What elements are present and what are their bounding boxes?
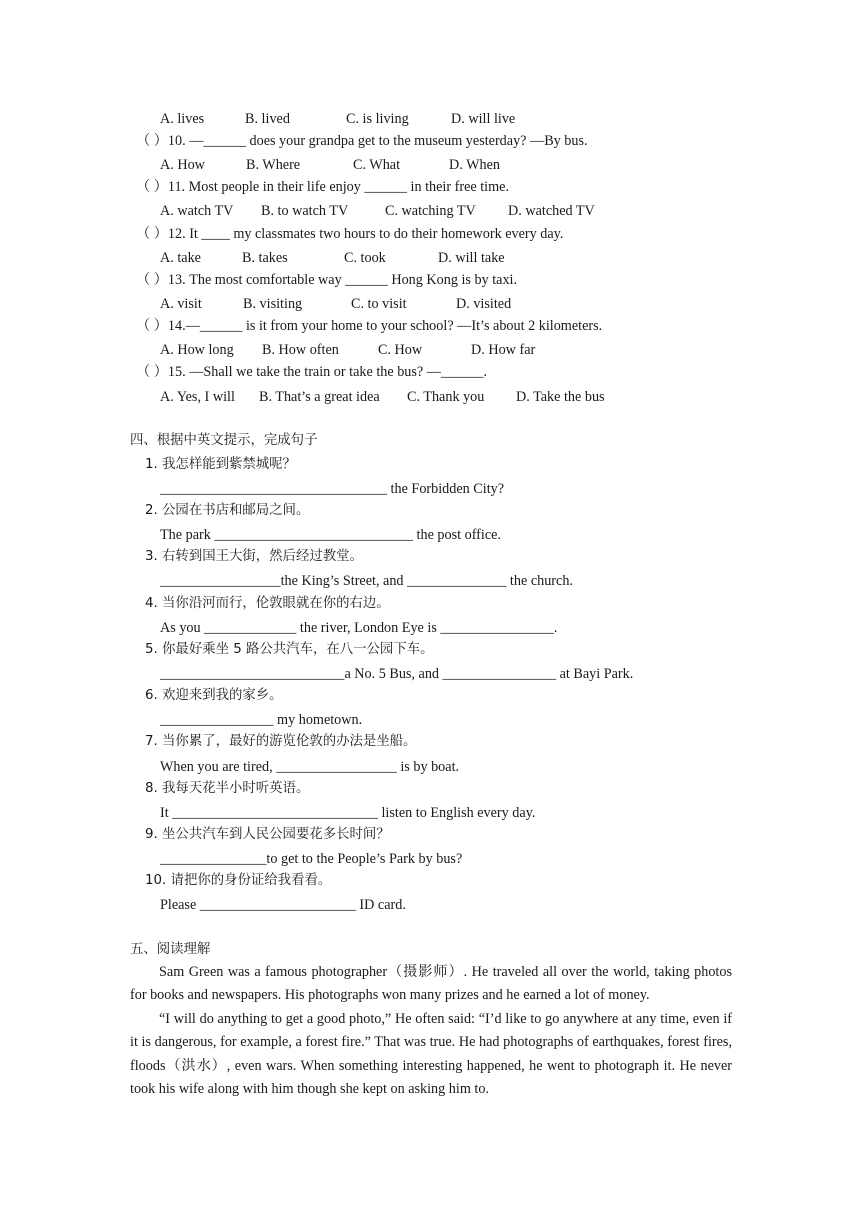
english-blank-line: The park ____________________________ the post office.: [160, 527, 501, 543]
option: B. to watch TV: [261, 203, 349, 219]
question-text: （ ）13. The most comfortable way ______ Hong Kong is by taxi.: [136, 272, 518, 288]
english-blank-line: When you are tired, _________________ is by boat.: [160, 759, 460, 775]
english-blank-line: _______________to get to the People’s Park by bus?: [160, 851, 463, 867]
option: D. visited: [456, 296, 512, 312]
option: D. will live: [451, 111, 516, 127]
option: D. Take the bus: [516, 389, 605, 405]
question-text: （ ）15. —Shall we take the train or take the bus? —______.: [136, 364, 488, 380]
chinese-prompt: 1. 我怎样能到紫禁城呢？: [145, 457, 296, 472]
option: D. will take: [438, 250, 505, 266]
question-text: （ ）14.—______ is it from your home to your school? —It’s about 2 kilometers.: [136, 318, 603, 334]
english-blank-line: It _____________________________ listen to English every day.: [160, 805, 536, 821]
english-blank-line: ________________ my hometown.: [160, 712, 363, 728]
chinese-prompt: 3. 右转到国王大街，然后经过教堂。: [145, 549, 363, 564]
english-blank-line: ________________________________ the Forbidden City?: [160, 481, 505, 497]
english-blank-line: _________________the King’s Street, and ______________ the church.: [160, 573, 573, 589]
chinese-prompt: 5. 你最好乘坐 5 路公共汽车，在八一公园下车。: [145, 642, 434, 657]
option: D. When: [449, 157, 500, 173]
option: C. is living: [346, 111, 409, 127]
chinese-prompt: 8. 我每天花半小时听英语。: [145, 781, 310, 796]
option: D. How far: [471, 342, 536, 358]
chinese-prompt: 6. 欢迎来到我的家乡。: [145, 688, 283, 703]
option: A. lives: [160, 111, 205, 127]
option: B. takes: [242, 250, 288, 266]
chinese-prompt: 2. 公园在书店和邮局之间。: [145, 503, 310, 518]
option: B. Where: [246, 157, 301, 173]
option: C. How: [378, 342, 423, 358]
reading-paragraph: Sam Green was a famous photographer（摄影师）. He traveled all over the world, taking photos for books and newspapers. His photographs won many prizes and he earned a lot of money.: [130, 964, 732, 1004]
chinese-prompt: 10. 请把你的身份证给我看看。: [145, 873, 332, 888]
section-heading: 四、根据中英文提示，完成句子: [130, 433, 318, 448]
option: A. Yes, I will: [160, 389, 235, 405]
english-blank-line: __________________________a No. 5 Bus, and ________________ at Bayi Park.: [160, 666, 634, 682]
reading-paragraph: “I will do anything to get a good photo,” He often said: “I’d like to go anywhere at any time, even if it is dangerous, for example, a forest fire.” That was true. He had photographs of earthquakes, forest fires, floods（洪水）, even wars. When something interesting happened, he went to photograph it. He never took his wife along with him though she kept on asking him to.: [130, 1011, 732, 1098]
english-blank-line: As you _____________ the river, London Eye is ________________.: [160, 620, 558, 636]
option: C. Thank you: [407, 389, 485, 405]
option: C. to visit: [351, 296, 407, 312]
english-blank-line: Please ______________________ ID card.: [160, 897, 406, 913]
option: A. visit: [160, 296, 202, 312]
question-text: （ ）11. Most people in their life enjoy ______ in their free time.: [136, 179, 509, 195]
option: C. took: [344, 250, 386, 266]
section-heading: 五、阅读理解: [130, 942, 211, 957]
chinese-prompt: 4. 当你沿河而行，伦敦眼就在你的右边。: [145, 596, 390, 611]
chinese-prompt: 9. 坐公共汽车到人民公园要花多长时间？: [145, 827, 390, 842]
option: C. What: [353, 157, 401, 173]
option: B. How often: [262, 342, 339, 358]
option: C. watching TV: [385, 203, 476, 219]
question-text: （ ）10. —______ does your grandpa get to the museum yesterday? —By bus.: [136, 133, 588, 149]
option: B. visiting: [243, 296, 303, 312]
option: A. How long: [160, 342, 234, 358]
chinese-prompt: 7. 当你累了，最好的游览伦敦的办法是坐船。: [145, 734, 417, 749]
option: B. That’s a great idea: [259, 389, 380, 405]
option: A. take: [160, 250, 201, 266]
option: B. lived: [245, 111, 290, 127]
question-text: （ ）12. It ____ my classmates two hours to do their homework every day.: [136, 226, 564, 242]
option: A. How: [160, 157, 205, 173]
option: D. watched TV: [508, 203, 595, 219]
option: A. watch TV: [160, 203, 234, 219]
